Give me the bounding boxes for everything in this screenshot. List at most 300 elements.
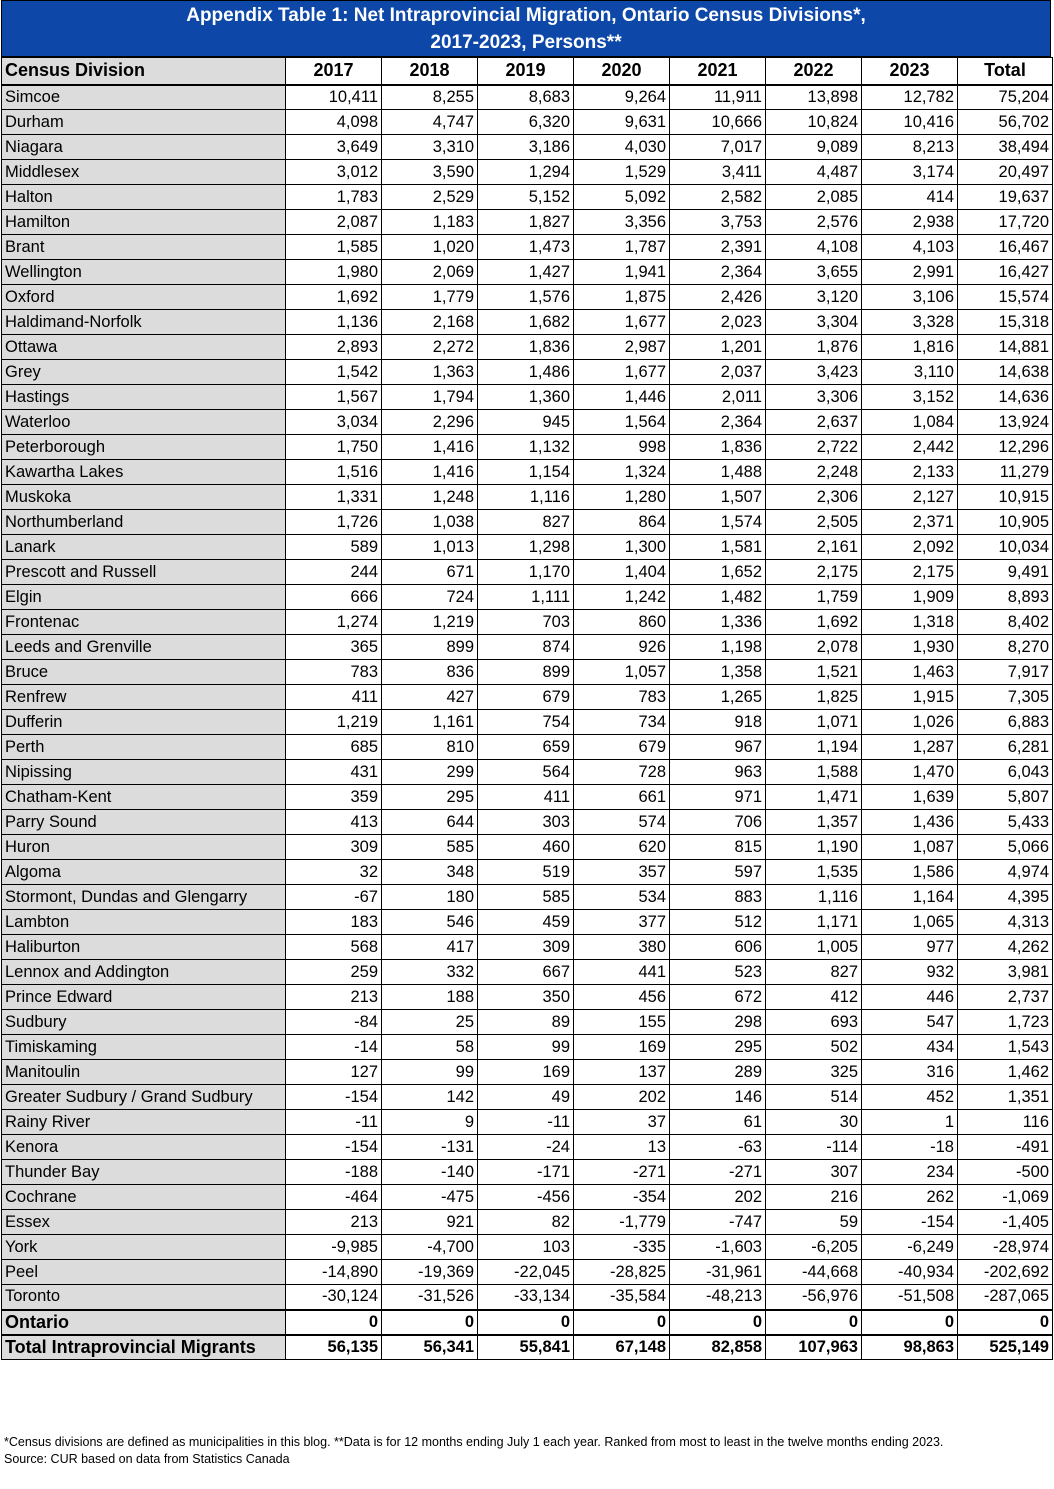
value-cell: 1,116 [766,885,862,910]
row-label-cell: Kenora [2,1135,286,1160]
value-cell: 14,638 [958,360,1053,385]
value-cell: 597 [670,860,766,885]
value-cell: 2,272 [382,335,478,360]
summary-row [2,1335,1053,1360]
column-header-census-division: Census Division [2,58,286,85]
row-label-cell: Frontenac [2,610,286,635]
value-cell: 1,574 [670,510,766,535]
row-label-cell: Ontario [2,1310,286,1335]
value-cell: 2,991 [862,260,958,285]
value-cell: 998 [574,435,670,460]
table-row [2,1010,1053,1035]
value-cell: 142 [382,1085,478,1110]
value-cell: 348 [382,860,478,885]
value-cell: 724 [382,585,478,610]
value-cell: 169 [574,1035,670,1060]
value-cell: 2,085 [766,185,862,210]
value-cell: -271 [574,1160,670,1185]
value-cell: -35,584 [574,1285,670,1310]
value-cell: 1,242 [574,585,670,610]
value-cell: -464 [286,1185,382,1210]
value-cell: 4,395 [958,885,1053,910]
value-cell: 17,720 [958,210,1053,235]
value-cell: 1,586 [862,860,958,885]
value-cell: 661 [574,785,670,810]
value-cell: 82,858 [670,1335,766,1360]
value-cell: 1 [862,1110,958,1135]
table-row [2,660,1053,685]
value-cell: 1,759 [766,585,862,610]
value-cell: 411 [286,685,382,710]
value-cell: 431 [286,760,382,785]
value-cell: 188 [382,985,478,1010]
value-cell: -1,069 [958,1185,1053,1210]
value-cell: 1,473 [478,235,574,260]
value-cell: 12,782 [862,85,958,110]
value-cell: 234 [862,1160,958,1185]
row-label-cell: Total Intraprovincial Migrants [2,1335,286,1360]
value-cell: 3,174 [862,160,958,185]
table-row [2,410,1053,435]
value-cell: 6,043 [958,760,1053,785]
table-row [2,1110,1053,1135]
value-cell: 1,280 [574,485,670,510]
value-cell: 1,065 [862,910,958,935]
value-cell: 2,133 [862,460,958,485]
table-row [2,260,1053,285]
value-cell: 11,911 [670,85,766,110]
table-row [2,485,1053,510]
header-row [2,58,1053,85]
value-cell: 644 [382,810,478,835]
value-cell: 2,442 [862,435,958,460]
value-cell: 5,807 [958,785,1053,810]
row-label-cell: Bruce [2,660,286,685]
value-cell: -202,692 [958,1260,1053,1285]
row-label-cell: Prescott and Russell [2,560,286,585]
value-cell: 1,300 [574,535,670,560]
value-cell: 1,219 [286,710,382,735]
value-cell: 32 [286,860,382,885]
table-row [2,810,1053,835]
table-row [2,835,1053,860]
value-cell: 2,364 [670,410,766,435]
value-cell: 180 [382,885,478,910]
value-cell: 298 [670,1010,766,1035]
value-cell: 55,841 [478,1335,574,1360]
value-cell: -33,134 [478,1285,574,1310]
value-cell: 1,726 [286,510,382,535]
value-cell: 1,294 [478,160,574,185]
value-cell: 1,351 [958,1085,1053,1110]
row-label-cell: Lennox and Addington [2,960,286,985]
value-cell: 1,416 [382,435,478,460]
value-cell: 56,702 [958,110,1053,135]
value-cell: 5,092 [574,185,670,210]
value-cell: 146 [670,1085,766,1110]
value-cell: 1,287 [862,735,958,760]
value-cell: 107,963 [766,1335,862,1360]
value-cell: 1,198 [670,635,766,660]
value-cell: 1,357 [766,810,862,835]
row-label-cell: Middlesex [2,160,286,185]
value-cell: -48,213 [670,1285,766,1310]
value-cell: 1,507 [670,485,766,510]
row-label-cell: Dufferin [2,710,286,735]
value-cell: 99 [382,1060,478,1085]
value-cell: 1,535 [766,860,862,885]
value-cell: 1,111 [478,585,574,610]
row-label-cell: Greater Sudbury / Grand Sudbury [2,1085,286,1110]
value-cell: -154 [286,1085,382,1110]
value-cell: 703 [478,610,574,635]
row-label-cell: Northumberland [2,510,286,535]
value-cell: 3,304 [766,310,862,335]
value-cell: -154 [862,1210,958,1235]
value-cell: 56,341 [382,1335,478,1360]
value-cell: 295 [670,1035,766,1060]
value-cell: 0 [382,1310,478,1335]
value-cell: 810 [382,735,478,760]
value-cell: 5,433 [958,810,1053,835]
value-cell: 11,279 [958,460,1053,485]
table-row [2,585,1053,610]
table-row [2,760,1053,785]
value-cell: 3,110 [862,360,958,385]
row-label-cell: Niagara [2,135,286,160]
value-cell: 8,270 [958,635,1053,660]
table-row [2,510,1053,535]
value-cell: 9,631 [574,110,670,135]
table-row [2,1160,1053,1185]
value-cell: -51,508 [862,1285,958,1310]
value-cell: 441 [574,960,670,985]
value-cell: 262 [862,1185,958,1210]
value-cell: 4,108 [766,235,862,260]
value-cell: 2,391 [670,235,766,260]
value-cell: 926 [574,635,670,660]
value-cell: 3,120 [766,285,862,310]
value-cell: 1,588 [766,760,862,785]
value-cell: 98,863 [862,1335,958,1360]
row-label-cell: Essex [2,1210,286,1235]
value-cell: 414 [862,185,958,210]
value-cell: -40,934 [862,1260,958,1285]
value-cell: 836 [382,660,478,685]
value-cell: 259 [286,960,382,985]
value-cell: 0 [670,1310,766,1335]
value-cell: 1,915 [862,685,958,710]
value-cell: 1,020 [382,235,478,260]
value-cell: 1,516 [286,460,382,485]
value-cell: 4,487 [766,160,862,185]
value-cell: 883 [670,885,766,910]
table-body [2,85,1053,1360]
value-cell: 899 [382,635,478,660]
value-cell: 3,152 [862,385,958,410]
value-cell: 4,974 [958,860,1053,885]
row-label-cell: Wellington [2,260,286,285]
value-cell: 289 [670,1060,766,1085]
value-cell: 19,637 [958,185,1053,210]
value-cell: -28,825 [574,1260,670,1285]
value-cell: 413 [286,810,382,835]
value-cell: 37 [574,1110,670,1135]
table-row [2,1235,1053,1260]
value-cell: -6,249 [862,1235,958,1260]
value-cell: 13,898 [766,85,862,110]
value-cell: -56,976 [766,1285,862,1310]
value-cell: 2,893 [286,335,382,360]
value-cell: 1,136 [286,310,382,335]
value-cell: 7,917 [958,660,1053,685]
value-cell: 1,171 [766,910,862,935]
value-cell: 127 [286,1060,382,1085]
value-cell: 1,723 [958,1010,1053,1035]
value-cell: 3,034 [286,410,382,435]
value-cell: 1,682 [478,310,574,335]
value-cell: 10,416 [862,110,958,135]
value-cell: 7,305 [958,685,1053,710]
table-row [2,560,1053,585]
row-label-cell: Huron [2,835,286,860]
column-header-2019: 2019 [478,58,574,85]
table-row [2,185,1053,210]
table-row [2,735,1053,760]
value-cell: -84 [286,1010,382,1035]
value-cell: -154 [286,1135,382,1160]
value-cell: 1,567 [286,385,382,410]
value-cell: -6,205 [766,1235,862,1260]
value-cell: 1,486 [478,360,574,385]
row-label-cell: Chatham-Kent [2,785,286,810]
value-cell: 1,794 [382,385,478,410]
value-cell: 1,876 [766,335,862,360]
value-cell: -14 [286,1035,382,1060]
row-label-cell: Manitoulin [2,1060,286,1085]
table-row [2,85,1053,110]
table-row [2,1260,1053,1285]
value-cell: 2,371 [862,510,958,535]
value-cell: 827 [766,960,862,985]
value-cell: 3,356 [574,210,670,235]
value-cell: 202 [574,1085,670,1110]
value-cell: 1,404 [574,560,670,585]
summary-row [2,1310,1053,1335]
value-cell: 9,264 [574,85,670,110]
row-label-cell: Lambton [2,910,286,935]
value-cell: -1,779 [574,1210,670,1235]
value-cell: 574 [574,810,670,835]
value-cell: 1,639 [862,785,958,810]
value-cell: 1,941 [574,260,670,285]
value-cell: 963 [670,760,766,785]
value-cell: 3,590 [382,160,478,185]
row-label-cell: Renfrew [2,685,286,710]
row-label-cell: Algoma [2,860,286,885]
value-cell: 460 [478,835,574,860]
value-cell: -747 [670,1210,766,1235]
row-label-cell: Stormont, Dundas and Glengarry [2,885,286,910]
value-cell: 380 [574,935,670,960]
value-cell: 2,023 [670,310,766,335]
value-cell: 1,360 [478,385,574,410]
value-cell: 2,037 [670,360,766,385]
value-cell: 25 [382,1010,478,1035]
column-header-2021: 2021 [670,58,766,85]
value-cell: 860 [574,610,670,635]
value-cell: 659 [478,735,574,760]
value-cell: 1,170 [478,560,574,585]
row-label-cell: Haliburton [2,935,286,960]
value-cell: 377 [574,910,670,935]
value-cell: 332 [382,960,478,985]
row-label-cell: Nipissing [2,760,286,785]
table-row [2,885,1053,910]
value-cell: 2,127 [862,485,958,510]
value-cell: 89 [478,1010,574,1035]
value-cell: 525,149 [958,1335,1053,1360]
value-cell: 606 [670,935,766,960]
value-cell: 3,981 [958,960,1053,985]
value-cell: 815 [670,835,766,860]
value-cell: 3,186 [478,135,574,160]
value-cell: 1,087 [862,835,958,860]
value-cell: 30 [766,1110,862,1135]
value-cell: 1,836 [670,435,766,460]
value-cell: 2,582 [670,185,766,210]
value-cell: 679 [574,735,670,760]
value-cell: 325 [766,1060,862,1085]
value-cell: 971 [670,785,766,810]
value-cell: 4,098 [286,110,382,135]
row-label-cell: Kawartha Lakes [2,460,286,485]
value-cell: 99 [478,1035,574,1060]
value-cell: 547 [862,1010,958,1035]
value-cell: 1,331 [286,485,382,510]
value-cell: 169 [478,1060,574,1085]
value-cell: -188 [286,1160,382,1185]
value-cell: 1,416 [382,460,478,485]
row-label-cell: Waterloo [2,410,286,435]
value-cell: 10,905 [958,510,1053,535]
table-row [2,360,1053,385]
row-label-cell: Prince Edward [2,985,286,1010]
value-cell: 2,737 [958,985,1053,1010]
value-cell: 10,915 [958,485,1053,510]
migration-table [1,57,1053,1360]
table-row [2,1210,1053,1235]
value-cell: 2,637 [766,410,862,435]
value-cell: 1,585 [286,235,382,260]
value-cell: 3,106 [862,285,958,310]
value-cell: 1,787 [574,235,670,260]
table-row [2,285,1053,310]
value-cell: 2,306 [766,485,862,510]
value-cell: 2,505 [766,510,862,535]
value-cell: 137 [574,1060,670,1085]
row-label-cell: Cochrane [2,1185,286,1210]
value-cell: 672 [670,985,766,1010]
value-cell: 14,636 [958,385,1053,410]
value-cell: 9 [382,1110,478,1135]
row-label-cell: Simcoe [2,85,286,110]
value-cell: 1,427 [478,260,574,285]
table-row [2,235,1053,260]
table-row [2,435,1053,460]
value-cell: -140 [382,1160,478,1185]
value-cell: 1,265 [670,685,766,710]
value-cell: -4,700 [382,1235,478,1260]
value-cell: 921 [382,1210,478,1235]
value-cell: 2,426 [670,285,766,310]
value-cell: 1,543 [958,1035,1053,1060]
value-cell: 1,816 [862,335,958,360]
value-cell: 1,194 [766,735,862,760]
table-row [2,535,1053,560]
value-cell: -1,405 [958,1210,1053,1235]
value-cell: 10,824 [766,110,862,135]
value-cell: 4,313 [958,910,1053,935]
value-cell: 1,827 [478,210,574,235]
value-cell: -30,124 [286,1285,382,1310]
value-cell: 1,318 [862,610,958,635]
value-cell: 4,747 [382,110,478,135]
value-cell: 1,219 [382,610,478,635]
row-label-cell: Haldimand-Norfolk [2,310,286,335]
value-cell: 2,296 [382,410,478,435]
value-cell: 1,324 [574,460,670,485]
value-cell: 1,462 [958,1060,1053,1085]
value-cell: 620 [574,835,670,860]
value-cell: 1,482 [670,585,766,610]
row-label-cell: Durham [2,110,286,135]
value-cell: 1,026 [862,710,958,735]
value-cell: 20,497 [958,160,1053,185]
value-cell: 12,296 [958,435,1053,460]
value-cell: 13,924 [958,410,1053,435]
value-cell: 899 [478,660,574,685]
value-cell: 3,328 [862,310,958,335]
value-cell: 2,722 [766,435,862,460]
value-cell: 303 [478,810,574,835]
value-cell: 783 [286,660,382,685]
row-label-cell: Toronto [2,1285,286,1310]
footnotes [4,1434,1044,1468]
value-cell: 754 [478,710,574,735]
value-cell: 357 [574,860,670,885]
value-cell: 2,175 [766,560,862,585]
value-cell: 667 [478,960,574,985]
row-label-cell: Peel [2,1260,286,1285]
value-cell: -114 [766,1135,862,1160]
value-cell: -24 [478,1135,574,1160]
value-cell: 827 [478,510,574,535]
value-cell: 0 [574,1310,670,1335]
value-cell: 434 [862,1035,958,1060]
value-cell: 1,436 [862,810,958,835]
value-cell: 15,318 [958,310,1053,335]
value-cell: 244 [286,560,382,585]
value-cell: 8,213 [862,135,958,160]
title-line-2: 2017-2023, Persons** [430,32,622,53]
row-label-cell: Muskoka [2,485,286,510]
value-cell: 585 [382,835,478,860]
row-label-cell: Ottawa [2,335,286,360]
value-cell: 0 [958,1310,1053,1335]
value-cell: 585 [478,885,574,910]
value-cell: -335 [574,1235,670,1260]
